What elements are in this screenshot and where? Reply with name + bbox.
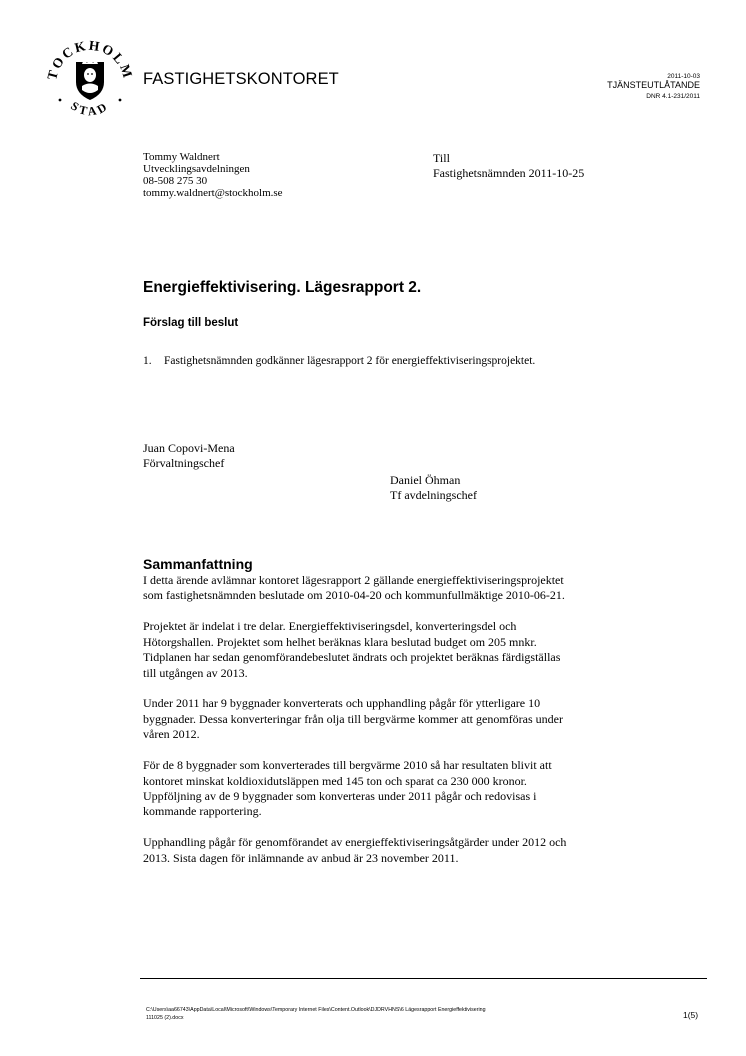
proposal-item <box>143 355 535 367</box>
text-line: 2013. Sista dagen för inlämnande av anbud är 23 november 2011. <box>143 850 459 865</box>
summary-paragraph <box>143 696 663 742</box>
text-line: Under 2011 har 9 byggnader konverterats och upphandling pågår för ytterligare 10 <box>143 696 541 711</box>
summary-paragraph <box>143 835 663 866</box>
text-line: byggnader. Dessa konverteringar från olja till bergvärme kommer att genomföras under <box>143 711 563 726</box>
document-type: TJÄNSTEUTLÅTANDE <box>607 80 700 91</box>
text-line: som fastighetsnämnden beslutade om 2010-04-20 och kommunfullmäktige 2010-06-21. <box>143 588 565 603</box>
logo-text-top: TOCKHOLM <box>44 37 137 82</box>
document-date: 2011-10-03 <box>667 73 700 80</box>
footer-divider <box>140 978 707 979</box>
sender-name: Tommy Waldnert <box>143 151 220 163</box>
summary-paragraph <box>143 573 663 604</box>
summary-paragraph <box>143 619 663 681</box>
text-line: kontoret minskat koldioxidutsläppen med 145 ton och sparat ca 230 000 kronor. <box>143 773 527 788</box>
signature-secondary-name: Daniel Öhman <box>390 473 461 487</box>
proposal-heading: Förslag till beslut <box>143 317 239 329</box>
footer-path-line: C:\Users\aa66743\AppData\Local\Microsoft\Windows\Temporary Internet Files\Content.Outlook\DJDRVHNS\6 Lägesrapport Energieffektivisering <box>146 1007 486 1013</box>
recipient-to: Fastighetsnämnden 2011-10-25 <box>433 166 585 180</box>
document-dnr: DNR 4.1-231/2011 <box>646 92 700 100</box>
summary-body <box>143 573 663 882</box>
signature-secondary-role: Tf avdelningschef <box>390 488 477 502</box>
sender-department: Utvecklingsavdelningen <box>143 163 250 175</box>
summary-paragraph <box>143 758 663 820</box>
text-line: Tidplanen har sedan genomförandebeslutet ändrats och projektet beräknas färdigställas <box>143 650 561 665</box>
proposal-item-text: Fastighetsnämnden godkänner lägesrapport 2 för energieffektiviseringsprojektet. <box>164 355 536 367</box>
stockholm-stad-logo <box>42 34 138 130</box>
text-line: Hötorgshallen. Projektet som helhet beräknas klara beslutad budget om 205 mnkr. <box>143 634 537 649</box>
sender-email: tommy.waldnert@stockholm.se <box>143 187 283 199</box>
text-line: I detta ärende avlämnar kontoret lägesrapport 2 gällande energieffektiviseringsprojektet <box>143 573 564 587</box>
recipient-label: Till <box>433 151 450 165</box>
page-number: 1(5) <box>683 1010 699 1020</box>
text-line: våren 2012. <box>143 727 200 742</box>
footer-file-path <box>146 1006 616 1022</box>
text-line: Projektet är indelat i tre delar. Energieffektiviseringsdel, konverteringsdel och <box>143 619 517 634</box>
document-title: Energieffektivisering. Lägesrapport 2. <box>143 279 422 296</box>
city-seal-icon <box>42 34 138 130</box>
proposal-item-number: 1. <box>143 355 152 367</box>
document-meta <box>607 73 700 100</box>
logo-text-bottom: STAD <box>68 98 112 119</box>
text-line: För de 8 byggnader som konverterades till bergvärme 2010 så har resultaten blivit att <box>143 758 552 773</box>
text-line: Upphandling pågår för genomförandet av energieffektiviseringsåtgärder under 2012 och <box>143 835 567 850</box>
sender-phone: 08-508 275 30 <box>143 175 208 187</box>
recipient-block <box>433 151 584 181</box>
svg-text:STAD <box>68 99 111 119</box>
sender-block <box>143 151 283 199</box>
footer-path-line: 111025 (2).docx <box>146 1015 184 1021</box>
text-line: Uppföljning av de 9 byggnader som konverteras under 2011 pågår och redovisas i <box>143 788 537 803</box>
signature-primary-role: Förvaltningschef <box>143 456 225 470</box>
text-line: till utgången av 2013. <box>143 665 248 680</box>
organization-name: FASTIGHETSKONTORET <box>143 70 339 88</box>
text-line: kommande rapportering. <box>143 804 262 819</box>
summary-heading: Sammanfattning <box>143 556 253 572</box>
signature-primary-name: Juan Copovi-Mena <box>143 441 235 455</box>
signature-secondary <box>390 473 477 503</box>
signature-primary <box>143 441 235 471</box>
